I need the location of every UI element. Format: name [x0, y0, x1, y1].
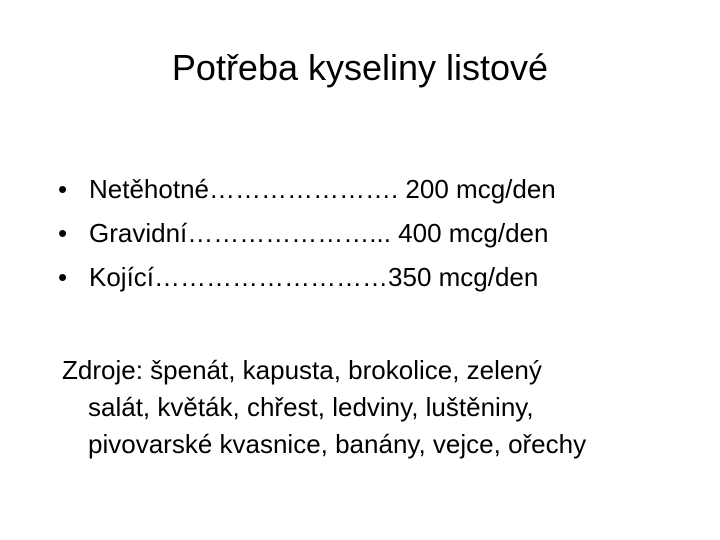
list-item [58, 167, 556, 211]
bullet-list [58, 167, 556, 299]
list-item [58, 255, 556, 299]
bullet-icon: • [58, 218, 68, 248]
sources-line: pivovarské kvasnice, banány, vejce, ořechy [88, 429, 587, 459]
list-item [58, 211, 556, 255]
sources-line: salát, květák, chřest, ledviny, luštěniny, [88, 392, 534, 422]
sources-paragraph [62, 352, 710, 463]
slide-title: Potřeba kyseliny listové [171, 47, 549, 88]
bullet-icon: • [58, 174, 68, 204]
bullet-icon: • [58, 262, 68, 292]
bullet-text-kojici: Kojící………………………350 mcg/den [89, 262, 539, 292]
bullet-text-netehotne: Netěhotné…………………. 200 mcg/den [89, 174, 556, 204]
bullet-text-gravidni: Gravidní…………………... 400 mcg/den [89, 218, 549, 248]
sources-line: Zdroje: špenát, kapusta, brokolice, zelený [62, 355, 542, 385]
